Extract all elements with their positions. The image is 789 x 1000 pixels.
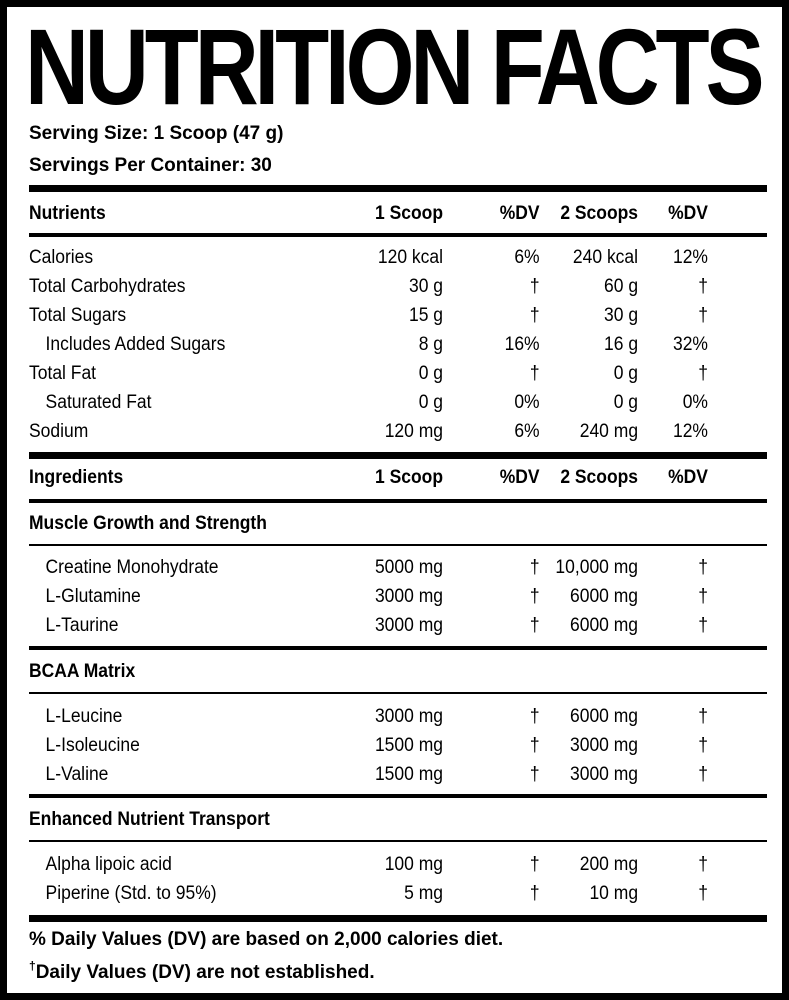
- ingredient-2-scoops: 10,000 mg: [555, 557, 639, 578]
- ingredient-2-scoops: 10 mg: [589, 883, 639, 904]
- nutrient-row: [29, 244, 708, 272]
- group-name: BCAA Matrix: [29, 661, 136, 682]
- ingredient-dv2: †: [698, 586, 708, 607]
- nutrient-name: Saturated Fat: [45, 392, 152, 413]
- group-name: Muscle Growth and Strength: [29, 513, 267, 534]
- ingredient-1-scoop: 3000 mg: [374, 586, 443, 607]
- nutrient-dv1: †: [529, 276, 540, 297]
- thick-divider: [29, 185, 767, 192]
- ingredient-1-scoop: 3000 mg: [374, 615, 443, 636]
- nutrient-1-scoop: 0 g: [418, 363, 443, 384]
- daily-value-footnote: % Daily Values (DV) are based on 2,000 calories diet.: [29, 929, 504, 950]
- ingredient-name: Creatine Monohydrate: [45, 557, 219, 578]
- ingredient-1-scoop: 1500 mg: [374, 764, 443, 785]
- ingredient-2-scoops: 6000 mg: [570, 706, 639, 727]
- nutrient-row: [29, 418, 708, 446]
- ingredient-group-heading: [29, 510, 708, 538]
- thick-divider: [29, 915, 767, 922]
- ingredient-row: [29, 612, 708, 640]
- ingredient-name: L-Valine: [45, 764, 109, 785]
- thick-divider: [29, 452, 767, 459]
- nutrient-dv2: †: [698, 363, 708, 384]
- ingredient-row: [29, 761, 708, 789]
- ingredients-header-dv2: %DV: [668, 467, 708, 488]
- ingredient-1-scoop: 5000 mg: [374, 557, 443, 578]
- nutrient-1-scoop: 120 mg: [384, 421, 443, 442]
- ingredient-row: [29, 703, 708, 731]
- nutrient-dv2: 0%: [682, 392, 708, 413]
- ingredients-header-row: [29, 464, 708, 492]
- nutrient-dv1: †: [529, 305, 540, 326]
- nutrient-row: [29, 360, 708, 388]
- ingredient-dv1: †: [529, 706, 540, 727]
- divider: [29, 499, 767, 503]
- nutrient-1-scoop: 8 g: [418, 334, 443, 355]
- ingredient-dv1: †: [529, 883, 540, 904]
- ingredient-2-scoops: 6000 mg: [570, 586, 639, 607]
- label-title: NUTRITION FACTS: [25, 6, 761, 127]
- ingredient-2-scoops: 3000 mg: [570, 735, 639, 756]
- ingredient-dv2: †: [698, 764, 708, 785]
- nutrient-2-scoops: 240 kcal: [572, 247, 639, 268]
- nutrient-dv1: †: [529, 363, 540, 384]
- not-established-footnote: [29, 959, 375, 984]
- serving-size: Serving Size: 1 Scoop (47 g): [29, 123, 284, 144]
- nutrients-header-row: [29, 200, 708, 228]
- ingredient-1-scoop: 1500 mg: [374, 735, 443, 756]
- nutrient-2-scoops: 0 g: [613, 392, 639, 413]
- nutrient-dv1: 16%: [504, 334, 540, 355]
- ingredient-dv1: †: [529, 854, 540, 875]
- ingredient-name: Alpha lipoic acid: [45, 854, 172, 875]
- nutrient-row: [29, 273, 708, 301]
- ingredient-dv1: †: [529, 615, 540, 636]
- nutrient-2-scoops: 30 g: [604, 305, 639, 326]
- nutrient-name: Sodium: [29, 421, 89, 442]
- ingredients-header-1-scoop: 1 Scoop: [375, 467, 443, 488]
- ingredient-dv2: †: [698, 615, 708, 636]
- ingredient-dv2: †: [698, 735, 708, 756]
- ingredient-row: [29, 732, 708, 760]
- nutrient-2-scoops: 0 g: [613, 363, 639, 384]
- divider: [29, 794, 767, 798]
- nutrients-header-name: Nutrients: [29, 203, 106, 224]
- ingredient-dv2: †: [698, 854, 708, 875]
- nutrient-dv2: 12%: [672, 421, 708, 442]
- servings-per-container: Servings Per Container: 30: [29, 155, 272, 176]
- nutrient-dv1: 0%: [514, 392, 540, 413]
- ingredient-2-scoops: 3000 mg: [570, 764, 639, 785]
- nutrient-name: Total Sugars: [29, 305, 127, 326]
- nutrient-name: Total Carbohydrates: [29, 276, 186, 297]
- nutrient-2-scoops: 60 g: [604, 276, 639, 297]
- nutrients-header-dv1: %DV: [499, 203, 540, 224]
- nutrient-row: [29, 331, 708, 359]
- nutrient-name: Total Fat: [29, 363, 97, 384]
- divider: [29, 233, 767, 237]
- ingredient-2-scoops: 6000 mg: [570, 615, 639, 636]
- nutrient-name: Calories: [29, 247, 94, 268]
- ingredient-name: L-Leucine: [45, 706, 123, 727]
- nutrients-header-1-scoop: 1 Scoop: [375, 203, 443, 224]
- ingredient-dv2: †: [698, 883, 708, 904]
- nutrient-dv1: 6%: [514, 247, 540, 268]
- nutrient-1-scoop: 120 kcal: [377, 247, 443, 268]
- ingredients-header-2-scoops: 2 Scoops: [560, 467, 639, 488]
- ingredient-dv2: †: [698, 706, 708, 727]
- ingredient-name: Piperine (Std. to 95%): [45, 883, 217, 904]
- nutrient-1-scoop: 15 g: [408, 305, 443, 326]
- nutrient-2-scoops: 16 g: [604, 334, 639, 355]
- nutrient-dv2: †: [698, 305, 708, 326]
- ingredient-dv1: †: [529, 557, 540, 578]
- ingredient-row: [29, 851, 708, 879]
- ingredient-1-scoop: 5 mg: [404, 883, 443, 904]
- ingredient-1-scoop: 100 mg: [384, 854, 443, 875]
- ingredient-name: L-Glutamine: [45, 586, 141, 607]
- ingredient-group-heading: [29, 806, 708, 834]
- nutrient-dv2: †: [698, 276, 708, 297]
- nutrients-header-2-scoops: 2 Scoops: [560, 203, 639, 224]
- ingredient-name: L-Isoleucine: [45, 735, 140, 756]
- ingredient-dv1: †: [529, 735, 540, 756]
- ingredient-row: [29, 554, 708, 582]
- nutrient-dv2: 12%: [672, 247, 708, 268]
- ingredient-2-scoops: 200 mg: [579, 854, 639, 875]
- group-name: Enhanced Nutrient Transport: [29, 809, 270, 830]
- nutrients-header-dv2: %DV: [668, 203, 708, 224]
- ingredient-row: [29, 880, 708, 908]
- nutrient-1-scoop: 30 g: [408, 276, 443, 297]
- nutrient-row: [29, 389, 708, 417]
- ingredient-1-scoop: 3000 mg: [374, 706, 443, 727]
- ingredient-name: L-Taurine: [45, 615, 119, 636]
- ingredient-dv1: †: [529, 586, 540, 607]
- divider: [29, 646, 767, 650]
- ingredients-header-name: Ingredients: [29, 467, 124, 488]
- nutrient-dv1: 6%: [514, 421, 540, 442]
- ingredient-row: [29, 583, 708, 611]
- nutrient-1-scoop: 0 g: [418, 392, 443, 413]
- ingredient-dv1: †: [529, 764, 540, 785]
- thin-divider: [29, 544, 767, 546]
- thin-divider: [29, 692, 767, 694]
- dagger-mark: †: [29, 959, 36, 973]
- not-established-text: Daily Values (DV) are not established.: [35, 962, 375, 983]
- nutrient-name: Includes Added Sugars: [45, 334, 226, 355]
- nutrient-dv2: 32%: [672, 334, 708, 355]
- nutrient-2-scoops: 240 mg: [579, 421, 639, 442]
- nutrient-row: [29, 302, 708, 330]
- ingredient-group-heading: [29, 658, 708, 686]
- ingredients-header-dv1: %DV: [499, 467, 540, 488]
- ingredient-dv2: †: [698, 557, 708, 578]
- thin-divider: [29, 840, 767, 842]
